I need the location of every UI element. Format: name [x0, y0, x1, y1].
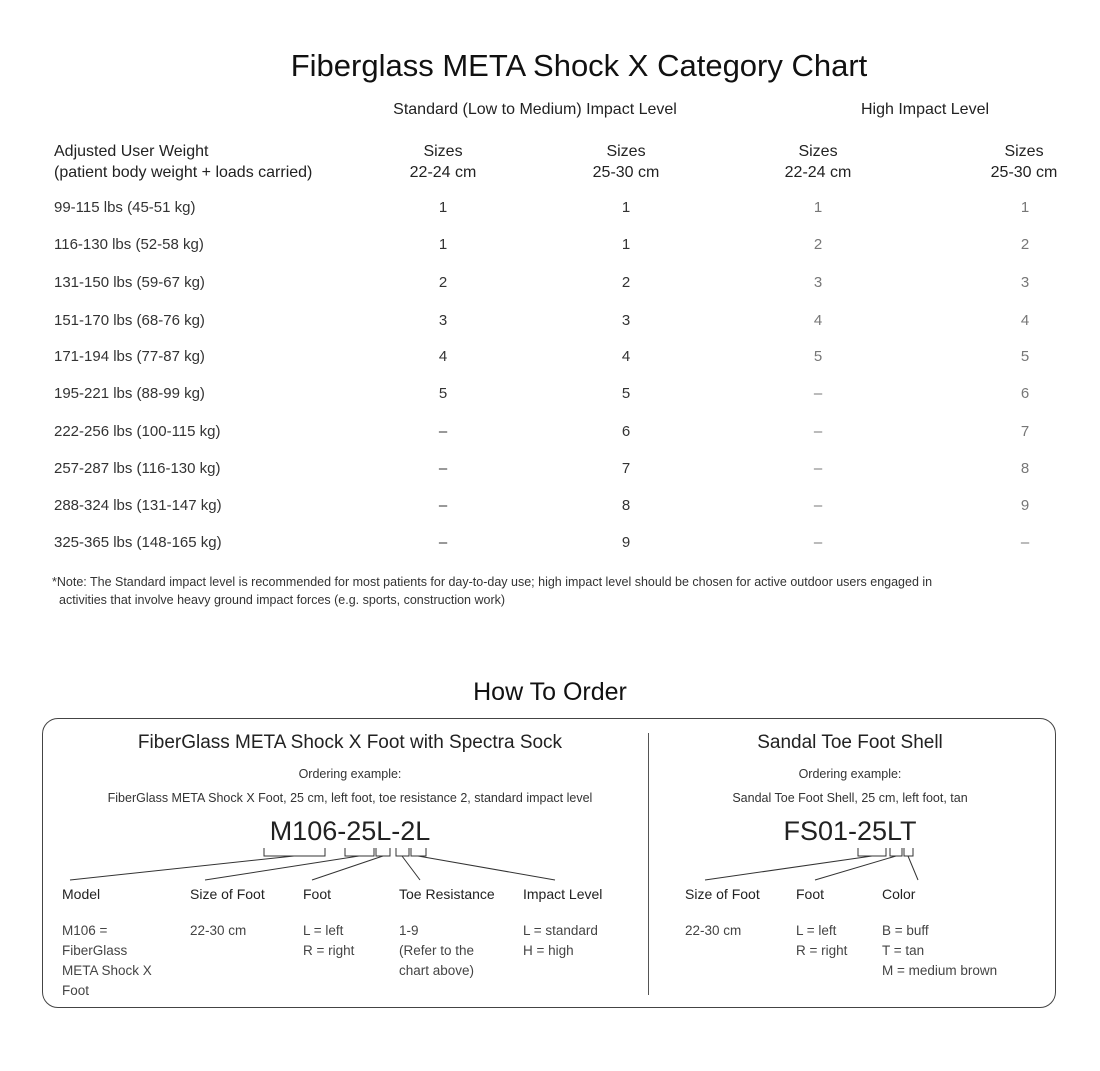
foot-field-value: (Refer to the — [399, 943, 475, 958]
weight-range-label: 171-194 lbs (77-87 kg) — [54, 348, 205, 365]
line-toe — [402, 856, 420, 880]
sandal-example-label: Ordering example: — [798, 767, 902, 781]
category-cell: 4 — [1020, 312, 1030, 329]
bracket-foot — [376, 848, 390, 856]
category-cell: – — [1020, 534, 1030, 551]
category-cell: 9 — [1020, 497, 1030, 514]
category-cell: 3 — [813, 274, 823, 291]
category-cell: – — [438, 460, 448, 477]
category-cell: – — [438, 534, 448, 551]
foot-field-value: chart above) — [399, 963, 475, 978]
sizes-label: Sizes — [798, 143, 838, 160]
weight-range-label: 131-150 lbs (59-67 kg) — [54, 274, 205, 291]
sandal-field-values — [685, 921, 741, 941]
category-cell: 3 — [1020, 274, 1030, 291]
foot-example-label: Ordering example: — [298, 767, 402, 781]
weight-range-label: 116-130 lbs (52-58 kg) — [54, 236, 204, 253]
weight-header-line1: Adjusted User Weight — [54, 143, 209, 160]
category-cell: 3 — [438, 312, 448, 329]
how-to-order-title: How To Order — [473, 678, 627, 706]
category-cell: 6 — [621, 423, 631, 440]
bracket-sandal-color — [904, 848, 913, 856]
foot-field-value: M106 = — [62, 923, 108, 938]
line-sandal-foot — [815, 856, 896, 880]
foot-field-value: Foot — [62, 983, 90, 998]
foot-product-title: FiberGlass META Shock X Foot with Spectra Sock — [137, 732, 563, 753]
bracket-model — [264, 848, 325, 856]
sandal-field-value: L = left — [796, 923, 837, 938]
foot-field-value: L = standard — [523, 923, 598, 938]
high-impact-header: High Impact Level — [860, 101, 990, 118]
foot-field-value: R = right — [303, 943, 355, 958]
category-cell: 1 — [438, 199, 448, 216]
sandal-field-values — [796, 921, 847, 961]
category-cell: 5 — [813, 348, 823, 365]
weight-range-label: 257-287 lbs (116-130 kg) — [54, 460, 221, 477]
category-cell: 9 — [621, 534, 631, 551]
foot-order-code: M106-25L-2L — [269, 816, 431, 846]
size-range-label: 25-30 cm — [592, 164, 660, 181]
foot-field-value: META Shock X — [62, 963, 152, 978]
line-foot — [312, 856, 383, 880]
category-cell: 1 — [621, 199, 631, 216]
size-range-label: 22-24 cm — [784, 164, 852, 181]
category-cell: 1 — [813, 199, 823, 216]
foot-field-head: Foot — [303, 886, 332, 902]
foot-field-values — [303, 921, 354, 961]
sandal-field-head: Foot — [796, 886, 825, 902]
foot-field-value: L = left — [303, 923, 344, 938]
weight-range-label: 222-256 lbs (100-115 kg) — [54, 423, 221, 440]
category-cell: 8 — [1020, 460, 1030, 477]
sandal-field-values — [882, 921, 997, 981]
category-cell: 1 — [1020, 199, 1030, 216]
weight-range-label: 99-115 lbs (45-51 kg) — [54, 199, 196, 216]
category-cell: 1 — [438, 236, 448, 253]
line-sandal-color — [908, 856, 918, 880]
size-range-label: 22-24 cm — [409, 164, 477, 181]
foot-field-values — [523, 921, 598, 961]
category-cell: 3 — [621, 312, 631, 329]
bracket-impact — [411, 848, 426, 856]
footnote-line1: *Note: The Standard impact level is recommended for most patients for day-to-day use; high impact level should be chosen for active outdoor users engaged in — [52, 575, 933, 589]
category-cell: 4 — [438, 348, 448, 365]
foot-field-values — [62, 921, 152, 1001]
sandal-field-head: Color — [882, 886, 916, 902]
line-model — [70, 856, 294, 880]
sandal-field-head: Size of Foot — [685, 886, 760, 902]
line-size — [205, 856, 359, 880]
category-cell: 1 — [621, 236, 631, 253]
standard-impact-header: Standard (Low to Medium) Impact Level — [393, 101, 677, 118]
foot-field-head: Size of Foot — [190, 886, 265, 902]
sizes-label: Sizes — [606, 143, 646, 160]
category-cell: – — [438, 423, 448, 440]
page-title: Fiberglass META Shock X Category Chart — [290, 48, 868, 83]
sizes-label: Sizes — [1004, 143, 1044, 160]
foot-example-text: FiberGlass META Shock X Foot, 25 cm, left foot, toe resistance 2, standard impact level — [107, 791, 593, 805]
sizes-label: Sizes — [423, 143, 463, 160]
foot-field-head: Toe Resistance — [399, 886, 495, 902]
foot-field-value: 22-30 cm — [190, 923, 247, 938]
weight-range-label: 195-221 lbs (88-99 kg) — [54, 385, 205, 402]
category-cell: 5 — [1020, 348, 1030, 365]
foot-field-values — [190, 921, 246, 941]
line-sandal-size — [705, 856, 872, 880]
category-cell: – — [813, 534, 823, 551]
weight-range-label: 288-324 lbs (131-147 kg) — [54, 497, 222, 514]
sandal-field-value: R = right — [796, 943, 848, 958]
category-cell: – — [813, 423, 823, 440]
category-cell: 8 — [621, 497, 631, 514]
category-cell: 2 — [1020, 236, 1030, 253]
foot-field-value: FiberGlass — [62, 943, 128, 958]
category-cell: 4 — [621, 348, 631, 365]
sandal-order-code: FS01-25LT — [783, 816, 917, 846]
category-cell: 6 — [1020, 385, 1030, 402]
size-range-label: 25-30 cm — [990, 164, 1058, 181]
bracket-size — [345, 848, 374, 856]
foot-field-values — [399, 921, 474, 981]
category-cell: 7 — [1020, 423, 1030, 440]
category-cell: – — [813, 385, 823, 402]
category-cell: – — [438, 497, 448, 514]
line-impact — [418, 856, 555, 880]
category-cell: 4 — [813, 312, 823, 329]
sandal-example-text: Sandal Toe Foot Shell, 25 cm, left foot, tan — [732, 791, 968, 805]
sandal-field-value: B = buff — [882, 923, 929, 938]
weight-header-line2: (patient body weight + loads carried) — [54, 164, 313, 181]
category-cell: 2 — [621, 274, 631, 291]
category-cell: 2 — [813, 236, 823, 253]
bracket-sandal-size — [858, 848, 886, 856]
category-cell: – — [813, 497, 823, 514]
category-cell: 5 — [438, 385, 448, 402]
category-cell: 7 — [621, 460, 631, 477]
foot-field-head: Impact Level — [523, 886, 603, 902]
category-cell: 2 — [438, 274, 448, 291]
sandal-field-value: T = tan — [882, 943, 925, 958]
category-cell: 5 — [621, 385, 631, 402]
foot-field-value: 1-9 — [399, 923, 419, 938]
bracket-toe — [396, 848, 409, 856]
weight-range-label: 325-365 lbs (148-165 kg) — [54, 534, 222, 551]
sandal-field-value: M = medium brown — [882, 963, 998, 978]
weight-range-label: 151-170 lbs (68-76 kg) — [54, 312, 205, 329]
bracket-sandal-foot — [890, 848, 902, 856]
foot-field-value: H = high — [523, 943, 574, 958]
category-cell: – — [813, 460, 823, 477]
sandal-field-value: 22-30 cm — [685, 923, 742, 938]
sandal-product-title: Sandal Toe Foot Shell — [757, 732, 943, 753]
footnote-line2: activities that involve heavy ground impact forces (e.g. sports, construction work) — [59, 593, 506, 607]
foot-field-head: Model — [62, 886, 101, 902]
